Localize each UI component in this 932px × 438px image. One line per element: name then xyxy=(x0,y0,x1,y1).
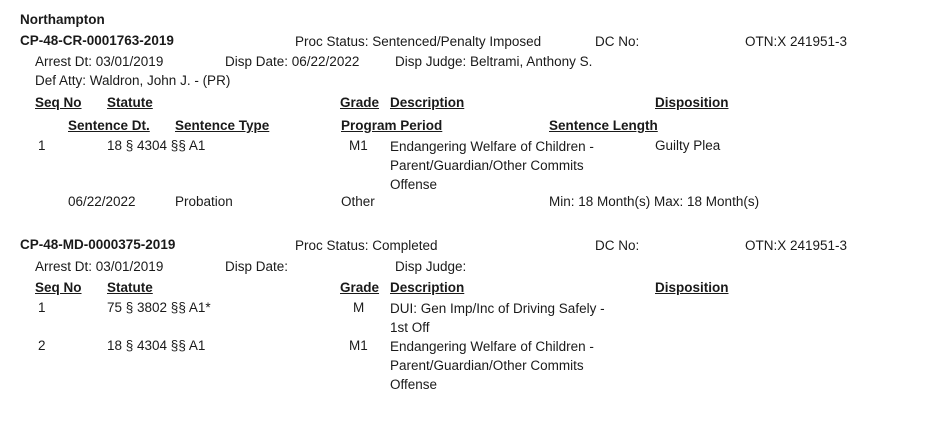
header-disposition: Disposition xyxy=(655,95,729,110)
charge-seq: 1 xyxy=(38,138,46,153)
arrest-date: Arrest Dt: 03/01/2019 xyxy=(35,259,164,274)
otn: OTN:X 241951-3 xyxy=(745,34,848,49)
dc-no: DC No: xyxy=(595,34,640,49)
charge-description: DUI: Gen Imp/Inc of Driving Safely - 1st Off xyxy=(390,301,605,335)
header-seq-no: Seq No xyxy=(35,95,82,110)
header-grade: Grade xyxy=(340,95,380,110)
charge-grade: M xyxy=(353,300,365,315)
charge-grade: M1 xyxy=(349,338,368,353)
defense-attorney: Def Atty: Waldron, John J. - (PR) xyxy=(35,73,231,88)
charge-description: Endangering Welfare of Children - Parent/Guardian/Other Commits Offense xyxy=(390,339,594,392)
header-sentence-date: Sentence Dt. xyxy=(68,118,150,133)
header-sentence-type: Sentence Type xyxy=(175,118,270,133)
disp-date: Disp Date: 06/22/2022 xyxy=(225,54,360,69)
otn: OTN:X 241951-3 xyxy=(745,238,848,253)
charge-description: Endangering Welfare of Children - Parent/Guardian/Other Commits Offense xyxy=(390,139,594,192)
program-period: Other xyxy=(341,194,375,209)
docket-number: CP-48-MD-0000375-2019 xyxy=(20,237,176,252)
charge-statute: 75 § 3802 §§ A1* xyxy=(107,300,211,315)
header-description: Description xyxy=(390,95,465,110)
sentence-date: 06/22/2022 xyxy=(68,194,136,209)
header-grade: Grade xyxy=(340,280,380,295)
disp-judge: Disp Judge: xyxy=(395,259,467,274)
docket-number: CP-48-CR-0001763-2019 xyxy=(20,33,174,48)
proc-status: Proc Status: Sentenced/Penalty Imposed xyxy=(295,34,542,49)
charge-statute: 18 § 4304 §§ A1 xyxy=(107,338,206,353)
header-sentence-length: Sentence Length xyxy=(549,118,658,133)
header-description: Description xyxy=(390,280,465,295)
disp-judge: Disp Judge: Beltrami, Anthony S. xyxy=(395,54,593,69)
sentence-type: Probation xyxy=(175,194,233,209)
header-program-period: Program Period xyxy=(341,118,443,133)
dc-no: DC No: xyxy=(595,238,640,253)
sentence-length: Min: 18 Month(s) Max: 18 Month(s) xyxy=(549,194,760,209)
header-statute: Statute xyxy=(107,280,153,295)
charge-disposition: Guilty Plea xyxy=(655,138,721,153)
header-statute: Statute xyxy=(107,95,153,110)
charge-seq: 2 xyxy=(38,338,46,353)
county-name: Northampton xyxy=(20,12,105,27)
charge-grade: M1 xyxy=(349,138,368,153)
charge-seq: 1 xyxy=(38,300,46,315)
charge-statute: 18 § 4304 §§ A1 xyxy=(107,138,206,153)
header-seq-no: Seq No xyxy=(35,280,82,295)
arrest-date: Arrest Dt: 03/01/2019 xyxy=(35,54,164,69)
proc-status: Proc Status: Completed xyxy=(295,238,438,253)
disp-date: Disp Date: xyxy=(225,259,289,274)
header-disposition: Disposition xyxy=(655,280,729,295)
